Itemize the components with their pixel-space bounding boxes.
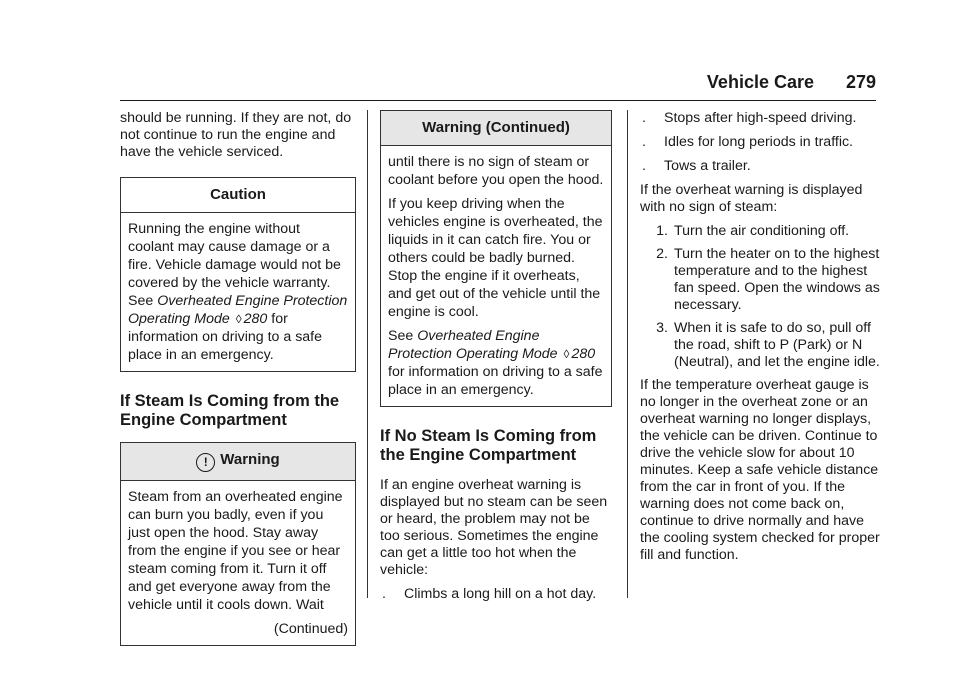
- warning-continued-box: [380, 110, 612, 407]
- step-text: When it is safe to do so, pull off the road, shift to P (Park) or N (Neutral), and let the engine idle.: [674, 320, 880, 370]
- caution-box: [120, 177, 356, 372]
- step-number: 3.: [656, 320, 668, 336]
- reference-arrow-icon: ◊: [235, 312, 242, 326]
- warning-body: [121, 481, 355, 645]
- warning-continued-ref: [388, 327, 604, 399]
- column-divider: [627, 110, 628, 598]
- list-item: [640, 158, 880, 175]
- caution-text: [128, 220, 348, 364]
- bullet-marker: .: [642, 134, 646, 150]
- reference-page[interactable]: 280: [571, 346, 596, 362]
- list-item-text: Stops after high-speed driving.: [664, 110, 857, 126]
- warning-icon: !: [196, 453, 215, 472]
- reference-page[interactable]: 280: [243, 311, 268, 327]
- list-item-text: Idles for long periods in traffic.: [664, 134, 854, 150]
- numbered-step: [640, 320, 880, 371]
- warning-continued-p1: until there is no sign of steam or coolant before you open the hood.: [388, 154, 604, 188]
- page-header: [120, 72, 876, 101]
- cross-reference-link[interactable]: Overheated Engine Protection Operating Mode: [128, 293, 348, 327]
- reference-arrow-icon: ◊: [563, 347, 570, 361]
- body-paragraph: If an engine overheat warning is displayed but no steam can be seen or heard, the problem may not be too serious. Sometimes the engine can get a little too hot when the vehicle:: [380, 477, 608, 578]
- section-heading: If No Steam Is Coming from the Engine Compartment: [380, 427, 597, 464]
- column-2: [380, 110, 612, 610]
- see-label: See: [388, 328, 414, 344]
- step-text: Turn the air conditioning off.: [674, 223, 850, 239]
- warning-continued-p2: If you keep driving when the vehicles engine is overheated, the liquids in it can catch fire. You or others could be badly burned. Stop the engine if it overheats, and get out of the vehicle until the engine is cool.: [388, 196, 603, 320]
- warning-continued-heading: Warning (Continued): [381, 111, 611, 146]
- list-item: [640, 134, 880, 151]
- intro-paragraph: should be running. If they are not, do not continue to run the engine and have the vehicle serviced.: [120, 110, 352, 160]
- warning-heading: [121, 443, 355, 481]
- column-divider: [367, 110, 368, 598]
- after-reference-text: for information on driving to a safe place in an emergency.: [128, 311, 323, 363]
- list-item-text: Climbs a long hill on a hot day.: [404, 586, 597, 602]
- warning-box: [120, 442, 356, 646]
- list-item: [640, 110, 880, 127]
- numbered-step: [640, 223, 880, 240]
- after-reference-text: for information on driving to a safe place in an emergency.: [388, 364, 603, 398]
- list-item-text: Tows a trailer.: [664, 158, 751, 174]
- continued-label: (Continued): [273, 621, 348, 637]
- column-1: [120, 110, 356, 656]
- warning-heading-text: Warning: [220, 451, 280, 468]
- section-title: Vehicle Care: [706, 72, 814, 92]
- bullet-marker: .: [642, 158, 646, 174]
- cross-reference-link[interactable]: Overheated Engine Protection Operating Mode: [388, 328, 558, 362]
- section-heading: If Steam Is Coming from the Engine Compartment: [120, 392, 340, 429]
- caution-body: [121, 213, 355, 371]
- step-number: 1.: [656, 223, 668, 239]
- warning-continued-body: [381, 146, 611, 406]
- column-3: [640, 110, 880, 571]
- page-number: 279: [845, 72, 876, 92]
- see-label: See: [128, 293, 154, 309]
- body-paragraph: If the overheat warning is displayed with no sign of steam:: [640, 182, 863, 215]
- bullet-marker: .: [382, 586, 386, 602]
- body-paragraph: If the temperature overheat gauge is no longer in the overheat zone or an overheat warning no longer displays, the vehicle can be driven. Continue to drive the vehicle slow for about 10 minutes. Keep a safe vehicle distance from the car in front of you. If the warning does not come back on, continue to drive normally and have the cooling system checked for proper fill and function.: [640, 377, 880, 563]
- numbered-step: [640, 246, 880, 314]
- bullet-marker: .: [642, 110, 646, 126]
- step-text: Turn the heater on to the highest temperature and to the highest fan speed. Open the windows as necessary.: [674, 246, 880, 313]
- list-item: [380, 586, 612, 603]
- step-number: 2.: [656, 246, 668, 262]
- caution-heading: Caution: [121, 178, 355, 213]
- caution-body-text: Running the engine without coolant may cause damage or a fire. Vehicle damage would not be covered by the vehicle warranty.: [128, 221, 341, 291]
- warning-text: Steam from an overheated engine can burn you badly, even if you just open the hood. Stay away from the engine if you see or hear steam coming from it. Turn it off and get everyone away from the vehicle until it cools down. Wait: [128, 489, 343, 613]
